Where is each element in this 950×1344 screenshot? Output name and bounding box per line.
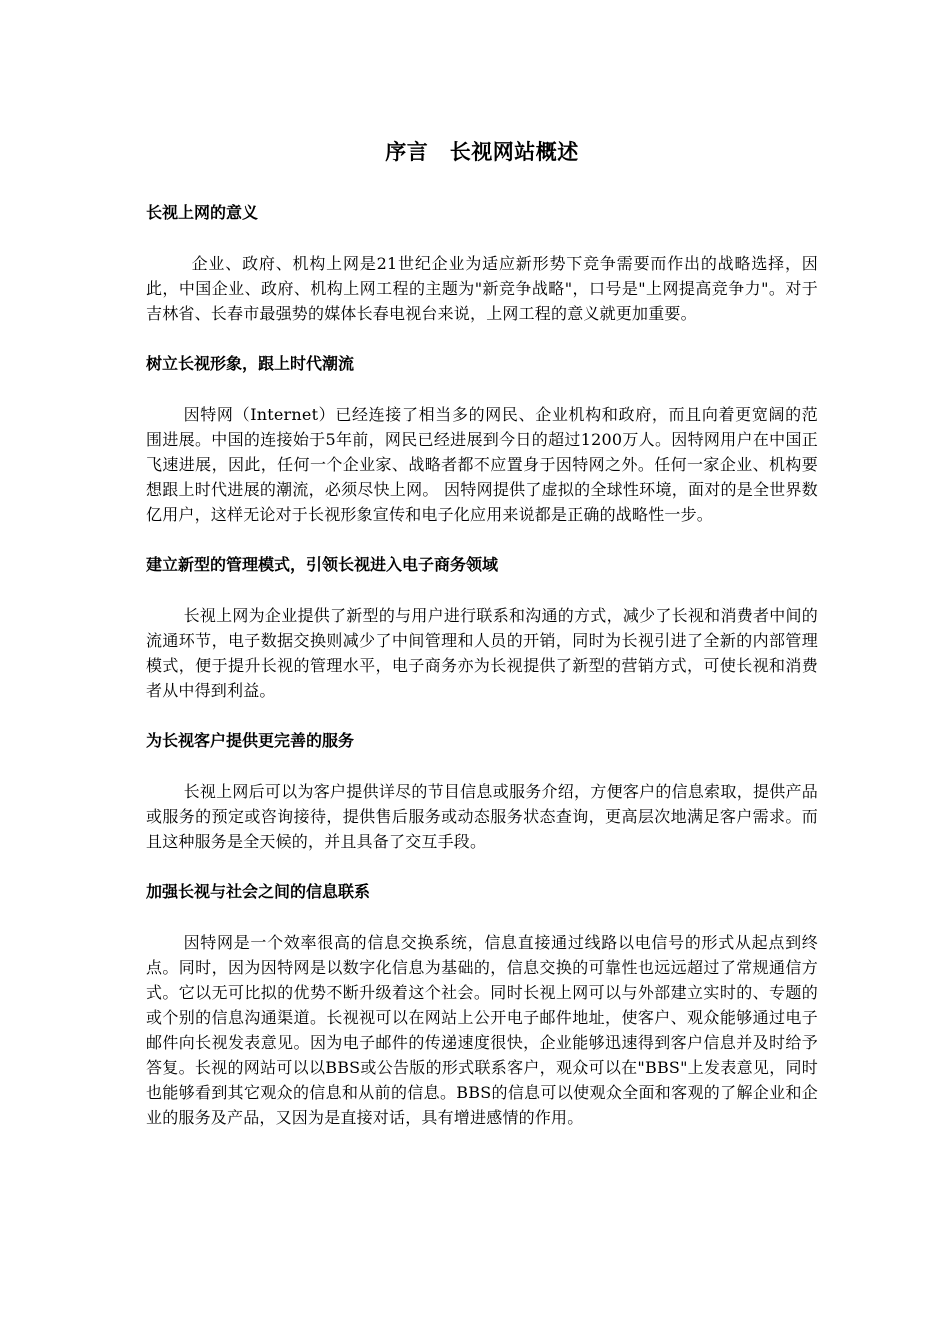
section-image: [146, 352, 818, 553]
section-paragraph: 因特网（Internet）已经连接了相当多的网民、企业机构和政府，而且向着更宽阔的范围进展。中国的连接始于5年前，网民已经进展到今日的超过1200万人。因特网用户在中国正飞速进展，因此，任何一个企业家、战略者都不应置身于因特网之外。任何一家企业、机构要想跟上时代进展的潮流，必须尽快上网。 因特网提供了虚拟的全球性环境，面对的是全世界数亿用户，这样无论对于长视形象宣传和电子化应用来说都是正确的战略性一步。: [146, 405, 818, 524]
section-heading: 加强长视与社会之间的信息联系: [146, 882, 371, 901]
section-management: [146, 553, 818, 729]
section-paragraph: 因特网是一个效率很高的信息交换系统，信息直接通过线路以电信号的形式从起点到终点。同时，因为因特网是以数字化信息为基础的，信息交换的可靠性也远远超过了常规通信方式。它以无可比拟的优势不断升级着这个社会。同时长视上网可以与外部建立实时的、专题的或个别的信息沟通渠道。长视视可以在网站上公开电子邮件地址，使客户、观众能够通过电子邮件向长视发表意见。因为电子邮件的传递速度很快，企业能够迅速得到客户信息并及时给予答复。长视的网站可以以BBS或公告版的形式联系客户，观众可以在"BBS"上发表意见，同时也能够看到其它观众的信息和从前的信息。BBS的信息可以使观众全面和客观的了解企业和企业的服务及产品，又因为是直接对话，具有增进感情的作用。: [146, 933, 818, 1127]
section-communication: [146, 880, 818, 1130]
section-significance: [146, 201, 818, 352]
section-heading: 为长视客户提供更完善的服务: [146, 731, 355, 750]
section-paragraph: 长视上网为企业提供了新型的与用户进行联系和沟通的方式，减少了长视和消费者中间的流通环节，电子数据交换则减少了中间管理和人员的开销，同时为长视引进了全新的内部管理模式，便于提升长视的管理水平，电子商务亦为长视提供了新型的营销方式，可使长视和消费者从中得到利益。: [146, 606, 818, 700]
document-title: 序言 长视网站概述: [385, 140, 579, 164]
section-paragraph: 企业、政府、机构上网是21世纪企业为适应新形势下竞争需要而作出的战略选择，因此，中国企业、政府、机构上网工程的主题为"新竞争战略"，口号是"上网提高竞争力"。对于吉林省、长春市最强势的媒体长春电视台来说，上网工程的意义就更加重要。: [146, 254, 818, 323]
section-heading: 建立新型的管理模式，引领长视进入电子商务领域: [146, 555, 499, 574]
section-heading: 树立长视形象，跟上时代潮流: [146, 354, 355, 373]
section-service: [146, 729, 818, 880]
document-page: [146, 136, 818, 1130]
section-heading: 长视上网的意义: [146, 203, 259, 222]
section-paragraph: 长视上网后可以为客户提供详尽的节目信息或服务介绍，方便客户的信息索取，提供产品或服务的预定或咨询接待，提供售后服务或动态服务状态查询，更高层次地满足客户需求。而且这种服务是全天候的，并且具备了交互手段。: [146, 782, 818, 851]
